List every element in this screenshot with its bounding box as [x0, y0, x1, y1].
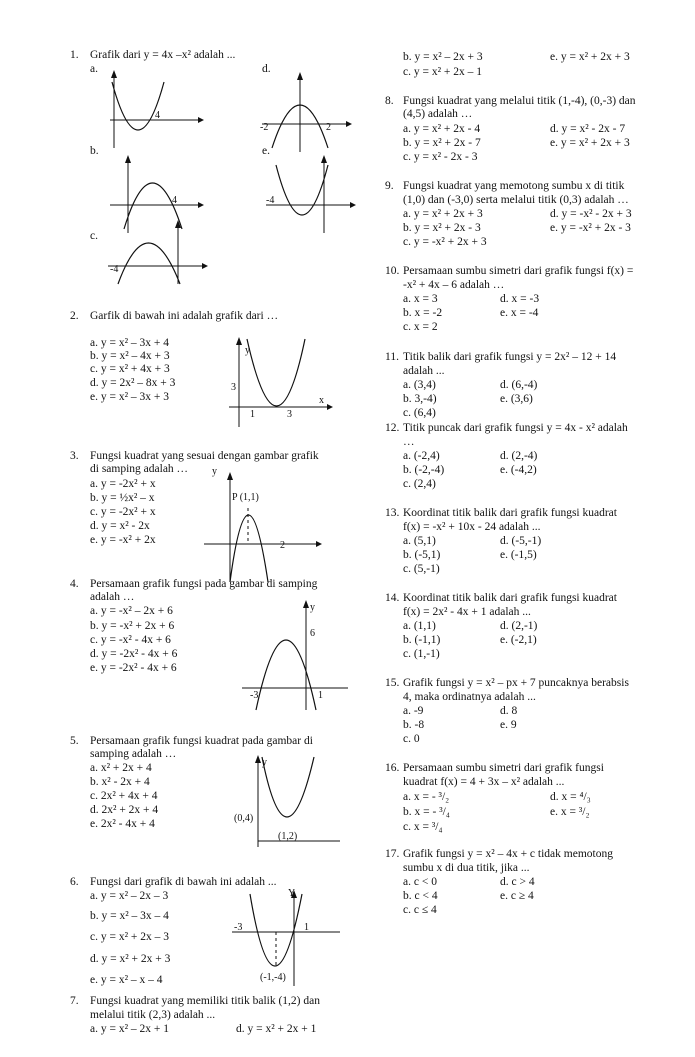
q7-number: 7.	[70, 995, 79, 1007]
q15-stem-line2: 4, maka ordinatnya adalah ...	[403, 691, 536, 703]
q11-number: 11.	[385, 351, 399, 363]
q4-label-m3: -3	[250, 690, 259, 701]
q1d-label-2: 2	[326, 122, 331, 133]
q3-stem-line1: Fungsi kuadrat yang sesuai dengan gambar grafik	[90, 450, 319, 462]
q4-label-y: y	[310, 602, 315, 613]
q14-stem-line2: f(x) = 2x² - 4x + 1 adalah ...	[403, 606, 531, 618]
q8-stem-line1: Fungsi kuadrat yang melalui titik (1,-4), (0,-3) dan	[403, 95, 636, 107]
q8-number: 8.	[385, 95, 394, 107]
q10-stem-line2: -x² + 4x – 6 adalah …	[403, 279, 505, 291]
q17-stem-line1: Grafik fungsi y = x² – 4x + c tidak memotong	[403, 848, 613, 860]
q6-label-y: Y	[288, 888, 296, 899]
q11-option-a: a. (3,4)	[403, 379, 436, 391]
q13-option-a: a. (5,1)	[403, 535, 436, 547]
q12-stem-line1: Titik puncak dari grafik fungsi y = 4x - x² adalah	[403, 422, 628, 434]
q15-option-c: c. 0	[403, 733, 420, 745]
q4-stem-line1: Persamaan grafik fungsi pada gambar di samping	[90, 578, 318, 590]
q6-option-e: e. y = x² – x – 4	[90, 974, 163, 986]
q13-number: 13.	[385, 507, 400, 519]
q8-option-c: c. y = x² - 2x - 3	[403, 151, 478, 163]
q4-label-6: 6	[310, 628, 315, 639]
q7-option-d: d. y = x² + 2x + 1	[236, 1023, 317, 1035]
q2-option-c: c. y = x² + 4x + 3	[90, 363, 170, 375]
q15-option-e: e. 9	[500, 719, 517, 731]
q13-option-d: d. (-5,-1)	[500, 535, 542, 547]
q16-option-b: b. x = - ³/₄	[403, 806, 450, 818]
q13-option-b: b. (-5,1)	[403, 549, 441, 561]
q3-graph	[200, 464, 325, 584]
q7-option-b: b. y = x² – 2x + 3	[403, 51, 483, 63]
q2-option-b: b. y = x² – 4x + 3	[90, 350, 170, 362]
q1a-label-4: 4	[155, 110, 160, 121]
q4-label-1: 1	[318, 690, 323, 701]
q5-option-c: c. 2x² + 4x + 4	[90, 790, 158, 802]
q11-option-c: c. (6,4)	[403, 407, 436, 419]
q10-option-c: c. x = 2	[403, 321, 438, 333]
q1-number: 1.	[70, 49, 79, 61]
q13-stem-line1: Koordinat titik balik dari grafik fungsi kuadrat	[403, 507, 617, 519]
q2-graph	[225, 335, 335, 427]
q17-option-a: a. c < 0	[403, 876, 437, 888]
q15-option-d: d. 8	[500, 705, 518, 717]
q5-option-e: e. 2x² - 4x + 4	[90, 818, 155, 830]
q1-graph-a	[100, 70, 200, 150]
q3-option-b: b. y = ½x² – x	[90, 492, 155, 504]
q17-option-c: c. c ≤ 4	[403, 904, 437, 916]
q4-option-b: b. y = -x² + 2x + 6	[90, 620, 175, 632]
q11-stem-line1: Titik balik dari grafik fungsi y = 2x² – 12 + 14	[403, 351, 617, 363]
q10-option-e: e. x = -4	[500, 307, 539, 319]
q11-option-b: b. 3,-4)	[403, 393, 437, 405]
q15-option-a: a. -9	[403, 705, 424, 717]
q4-stem-line2: adalah …	[90, 591, 135, 603]
q6-stem: Fungsi dari grafik di bawah ini adalah ...	[90, 876, 277, 888]
q1-graph-d	[258, 72, 353, 152]
q8-stem-line2: (4,5) adalah …	[403, 108, 473, 120]
q16-option-d: d. x = ⁴/₃	[550, 791, 591, 803]
q4-option-a: a. y = -x² – 2x + 6	[90, 605, 173, 617]
q6-label-m3: -3	[234, 922, 243, 933]
q2-label-3: 3	[231, 382, 236, 393]
q1d-label-m2: -2	[260, 122, 269, 133]
q2-option-d: d. y = 2x² – 8x + 3	[90, 377, 176, 389]
q4-option-d: d. y = -2x² - 4x + 6	[90, 648, 178, 660]
q7-option-a: a. y = x² – 2x + 1	[90, 1023, 170, 1035]
q2-stem: Garfik di bawah ini adalah grafik dari …	[90, 310, 279, 322]
q2-label-1: 1	[250, 409, 255, 420]
q12-option-c: c. (2,4)	[403, 478, 436, 490]
q9-option-b: b. y = x² + 2x - 3	[403, 222, 481, 234]
q14-option-e: e. (-2,1)	[500, 634, 537, 646]
q3-option-c: c. y = -2x² + x	[90, 506, 156, 518]
q2-option-e: e. y = x² – 3x + 3	[90, 391, 170, 403]
q17-stem-line2: sumbu x di dua titik, jika ...	[403, 862, 530, 874]
q1-option-a: a.	[90, 63, 98, 75]
q5-option-a: a. x² + 2x + 4	[90, 762, 152, 774]
q14-option-d: d. (2,-1)	[500, 620, 538, 632]
q5-label-y: y	[262, 757, 267, 768]
q1-option-b: b.	[90, 145, 99, 157]
q14-option-b: b. (-1,1)	[403, 634, 441, 646]
q3-stem-line2: di samping adalah …	[90, 463, 189, 475]
q10-option-d: d. x = -3	[500, 293, 540, 305]
q16-stem-line1: Persamaan sumbu simetri dari grafik fungsi	[403, 762, 604, 774]
q6-label-1: 1	[304, 922, 309, 933]
q1e-label-m4: -4	[266, 195, 275, 206]
q10-stem-line1: Persamaan sumbu simetri dari grafik fungsi f(x) =	[403, 265, 634, 277]
q6-option-d: d. y = x² + 2x + 3	[90, 953, 171, 965]
q5-option-d: d. 2x² + 2x + 4	[90, 804, 159, 816]
q14-option-c: c. (1,-1)	[403, 648, 440, 660]
q1-option-d: d.	[262, 63, 271, 75]
q17-number: 17.	[385, 848, 400, 860]
q5-number: 5.	[70, 735, 79, 747]
q11-option-e: e. (3,6)	[500, 393, 533, 405]
q17-option-d: d. c > 4	[500, 876, 535, 888]
q10-number: 10.	[385, 265, 400, 277]
q9-stem-line1: Fungsi kuadrat yang memotong sumbu x di titik	[403, 180, 625, 192]
q3-option-e: e. y = -x² + 2x	[90, 534, 156, 546]
q7-stem-line1: Fungsi kuadrat yang memiliki titik balik (1,2) dan	[90, 995, 320, 1007]
q4-number: 4.	[70, 578, 79, 590]
q2-label-y: y	[245, 345, 250, 356]
q1b-label-4: 4	[172, 195, 177, 206]
q9-number: 9.	[385, 180, 394, 192]
q6-number: 6.	[70, 876, 79, 888]
q1-option-e: e.	[262, 145, 270, 157]
q9-option-c: c. y = -x² + 2x + 3	[403, 236, 487, 248]
q1-graph-c	[100, 222, 210, 284]
q9-option-e: e. y = -x² + 2x - 3	[550, 222, 631, 234]
q14-option-a: a. (1,1)	[403, 620, 436, 632]
q6-option-b: b. y = x² – 3x – 4	[90, 910, 169, 922]
q3-label-2: 2	[280, 540, 285, 551]
q15-option-b: b. -8	[403, 719, 425, 731]
q17-option-e: e. c ≥ 4	[500, 890, 534, 902]
q3-label-p: P (1,1)	[232, 492, 259, 503]
q7-stem-line2: melalui titik (2,3) adalah ...	[90, 1009, 216, 1021]
q11-stem-line2: adalah ...	[403, 365, 445, 377]
q17-option-b: b. c < 4	[403, 890, 438, 902]
q5-label-04: (0,4)	[234, 813, 254, 824]
q12-option-b: b. (-2,-4)	[403, 464, 445, 476]
q7-option-c: c. y = x² + 2x – 1	[403, 66, 483, 78]
q9-option-d: d. y = -x² - 2x + 3	[550, 208, 632, 220]
q2-number: 2.	[70, 310, 79, 322]
q12-stem-line2: …	[403, 436, 415, 448]
q16-option-e: e. x = ³/₂	[550, 806, 590, 818]
q8-option-a: a. y = x² + 2x - 4	[403, 123, 481, 135]
q5-stem-line1: Persamaan grafik fungsi kuadrat pada gambar di	[90, 735, 313, 747]
q16-option-c: c. x = ³/₄	[403, 821, 443, 833]
q8-option-b: b. y = x² + 2x - 7	[403, 137, 481, 149]
q1-option-c: c.	[90, 230, 98, 242]
q11-option-d: d. (6,-4)	[500, 379, 538, 391]
q14-stem-line1: Koordinat titik balik dari grafik fungsi kuadrat	[403, 592, 617, 604]
q3-option-a: a. y = -2x² + x	[90, 478, 156, 490]
q5-option-b: b. x² - 2x + 4	[90, 776, 150, 788]
q12-option-e: e. (-4,2)	[500, 464, 537, 476]
q6-option-c: c. y = x² + 2x – 3	[90, 931, 170, 943]
q9-option-a: a. y = x² + 2x + 3	[403, 208, 483, 220]
q3-label-y: y	[212, 466, 217, 477]
q6-graph	[232, 888, 342, 988]
q5-graph	[232, 755, 342, 850]
q15-number: 15.	[385, 677, 400, 689]
q15-stem-line1: Grafik fungsi y = x² – px + 7 puncaknya berabsis	[403, 677, 629, 689]
q2-option-a: a. y = x² – 3x + 4	[90, 337, 170, 349]
q3-number: 3.	[70, 450, 79, 462]
q4-option-e: e. y = -2x² - 4x + 6	[90, 662, 177, 674]
q13-option-c: c. (5,-1)	[403, 563, 440, 575]
q12-option-d: d. (2,-4)	[500, 450, 538, 462]
q13-stem-line2: f(x) = -x² + 10x - 24 adalah ...	[403, 521, 541, 533]
q14-number: 14.	[385, 592, 400, 604]
q2-label-3b: 3	[287, 409, 292, 420]
q6-option-a: a. y = x² – 2x – 3	[90, 890, 169, 902]
q1-stem: Grafik dari y = 4x –x² adalah ...	[90, 49, 236, 61]
q7-option-e: e. y = x² + 2x + 3	[550, 51, 630, 63]
q9-stem-line2: (1,0) dan (-3,0) serta melalui titik (0,3) adalah …	[403, 194, 629, 206]
q3-option-d: d. y = x² - 2x	[90, 520, 150, 532]
q8-option-e: e. y = x² + 2x + 3	[550, 137, 630, 149]
q5-stem-line2: samping adalah …	[90, 748, 177, 760]
q10-option-a: a. x = 3	[403, 293, 438, 305]
q8-option-d: d. y = x² - 2x - 7	[550, 123, 626, 135]
q16-option-a: a. x = - ³/₂	[403, 791, 450, 803]
q1c-label-m4: -4	[110, 264, 119, 275]
q4-graph	[240, 600, 350, 710]
q2-label-x: x	[319, 395, 324, 406]
q12-option-a: a. (-2,4)	[403, 450, 440, 462]
q12-number: 12.	[385, 422, 400, 434]
q13-option-e: e. (-1,5)	[500, 549, 537, 561]
q16-number: 16.	[385, 762, 400, 774]
q1-graph-e	[262, 155, 357, 235]
q4-option-c: c. y = -x² - 4x + 6	[90, 634, 171, 646]
q5-label-12: (1,2)	[278, 831, 298, 842]
q6-label-vertex: (-1,-4)	[260, 972, 286, 983]
q16-stem-line2: kuadrat f(x) = 4 + 3x – x² adalah ...	[403, 776, 565, 788]
q10-option-b: b. x = -2	[403, 307, 443, 319]
